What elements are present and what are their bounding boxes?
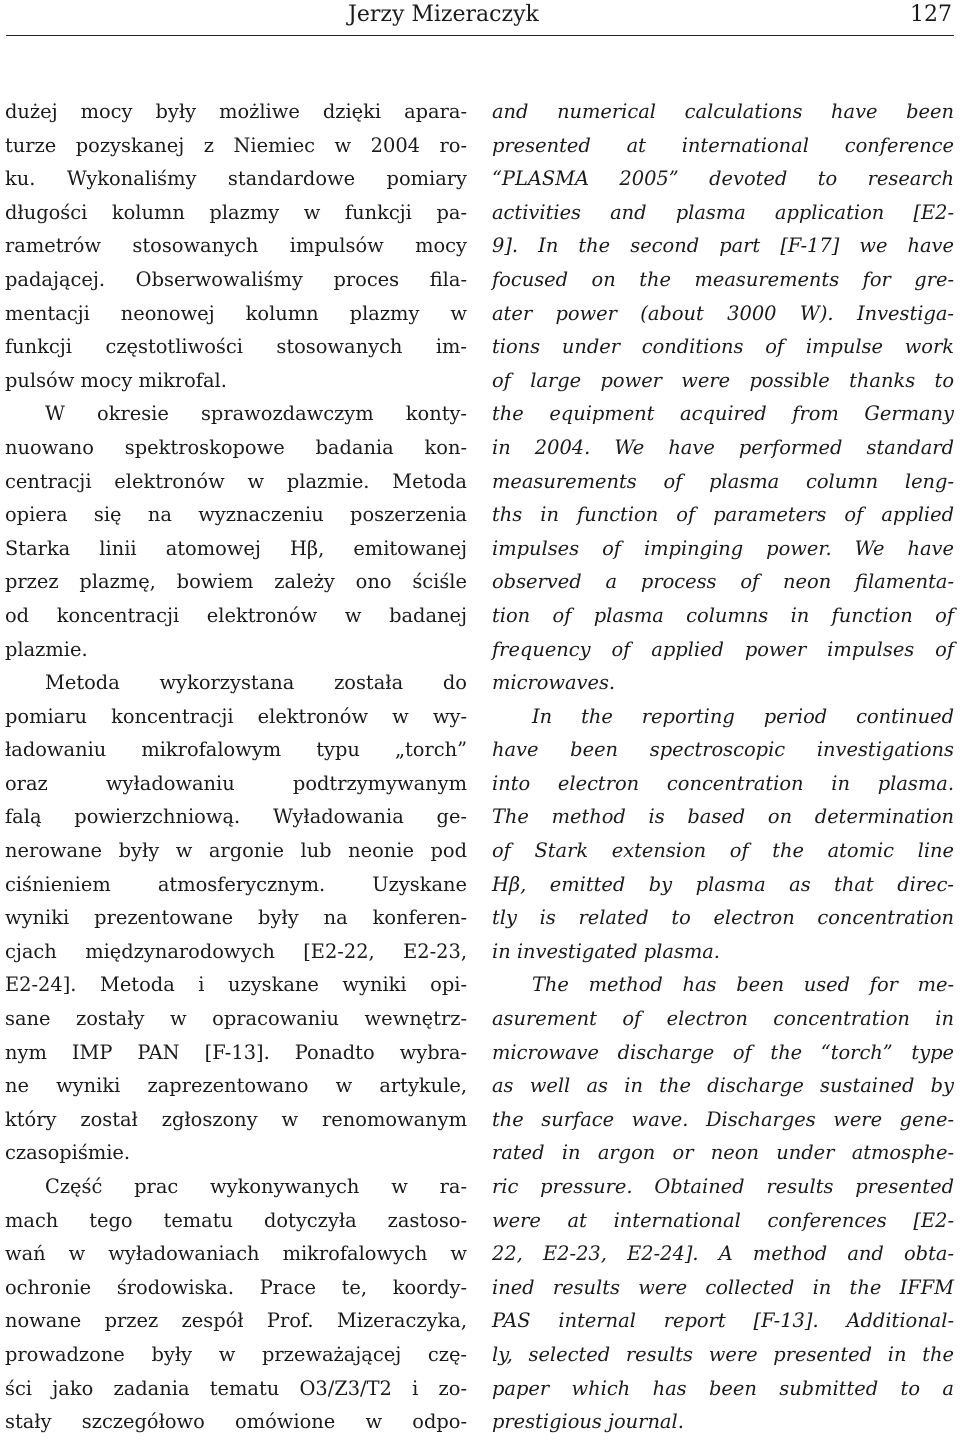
text-line: mentacji neonowej kolumn plazmy w [5,301,467,325]
text-line: microwave discharge of the “torch” type [492,1040,954,1064]
text-line: mach tego tematu dotyczyła zastoso- [5,1208,467,1232]
text-line: ochronie środowiska. Prace te, koordy- [5,1275,467,1299]
text-line: tion of plasma columns in function of [492,603,954,627]
text-line: stały szczegółowo omówione w odpo- [5,1410,467,1434]
text-line: of Stark extension of the atomic line [492,839,954,863]
text-line: centracji elektronów w plazmie. Metoda [5,469,467,493]
text-line: czasopiśmie. [5,1141,131,1165]
text-line: activities and plasma application [E2- [492,200,954,224]
text-line: wań w wyładowaniach mikrofalowych w [5,1242,467,1266]
page-number: 127 [910,2,952,27]
right-column-english [492,95,954,1439]
text-line: in 2004. We have performed standard [492,435,954,459]
text-line: presented at international conference [492,133,954,157]
text-line: prowadzone były w przeważającej czę- [5,1342,467,1366]
text-line: 22, E2-23, E2-24]. A method and obta- [492,1242,954,1266]
text-line: ric pressure. Obtained results presented [492,1175,954,1198]
text-line: of large power were possible thanks to [492,368,954,392]
text-line: observed a process of neon filamenta- [492,570,954,594]
text-line: Starka linii atomowej Hβ, emitowanej [5,536,467,560]
text-line: frequency of applied power impulses of [492,637,954,661]
text-line: dużej mocy były możliwe dzięki apara- [5,100,467,123]
text-line: Hβ, emitted by plasma as that direc- [492,872,954,896]
text-line: od koncentracji elektronów w badanej [5,603,467,627]
running-head-author: Jerzy Mizeraczyk [348,2,539,27]
text-line: as well as in the discharge sustained by [492,1074,954,1098]
text-line: into electron concentration in plasma. [492,771,954,795]
text-line: pomiaru koncentracji elektronów w wy- [5,704,467,728]
text-line: The method has been used for me- [532,973,954,997]
text-line: the surface wave. Discharges were gene- [492,1107,954,1131]
text-line: nym IMP PAN [F-13]. Ponadto wybra- [5,1040,467,1064]
left-column-polish [5,95,467,1439]
text-line: focused on the measurements for gre- [492,267,954,291]
text-line: ładowaniu mikrofalowym typu „torch” [5,738,467,762]
text-line: ater power (about 3000 W). Investiga- [492,301,954,325]
text-line: funkcji częstotliwości stosowanych im- [5,335,467,359]
text-line: ne wyniki zaprezentowano w artykule, [5,1074,467,1098]
text-line: PAS internal report [F-13]. Additional- [492,1309,954,1333]
text-line: ciśnieniem atmosferycznym. Uzyskane [5,872,467,896]
text-line: The method is based on determination [492,805,954,829]
text-line: długości kolumn plazmy w funkcji pa- [5,200,467,224]
text-line: 9]. In the second part [F-17] we have [492,234,954,258]
text-line: E2-24]. Metoda i uzyskane wyniki opi- [5,973,467,997]
text-line: oraz wyładowaniu podtrzymywanym [5,771,467,795]
running-header [0,0,960,36]
header-rule [6,35,954,36]
text-line: tions under conditions of impulse work [492,335,954,359]
text-line: “PLASMA 2005” devoted to research [492,167,954,191]
text-line: Metoda wykorzystana została do [45,671,467,695]
text-line: and numerical calculations have been [492,100,954,123]
text-line: turze pozyskanej z Niemiec w 2004 ro- [5,133,467,157]
text-line: sane zostały w opracowaniu wewnętrz- [5,1007,467,1031]
text-line: impulses of impinging power. We have [492,536,954,560]
text-line: cjach międzynarodowych [E2-22, E2-23, [5,939,467,963]
text-line: nuowano spektroskopowe badania kon- [5,435,467,459]
text-line: przez plazmę, bowiem zależy ono ściśle [5,570,467,594]
text-line: opiera się na wyznaczeniu poszerzenia [5,503,467,527]
text-line: który został zgłoszony w renomowanym [5,1107,467,1131]
text-line: have been spectroscopic investigations [492,738,954,762]
text-line: were at international conferences [E2- [492,1208,954,1232]
text-line: paper which has been submitted to a [492,1376,954,1400]
text-line: pulsów mocy mikrofal. [5,368,227,392]
text-line: In the reporting period continued [532,704,954,728]
text-line: in investigated plasma. [492,939,720,963]
text-line: microwaves. [492,671,616,695]
text-line: wyniki prezentowane były na konferen- [5,906,467,930]
text-line: tly is related to electron concentration [492,906,954,930]
text-line: ly, selected results were presented in the [492,1342,954,1366]
text-line: prestigious journal. [492,1410,684,1434]
text-line: ku. Wykonaliśmy standardowe pomiary [5,167,467,191]
text-line: ści jako zadania tematu O3/Z3/T2 i zo- [5,1376,467,1400]
text-line: W okresie sprawozdawczym konty- [45,402,467,426]
text-line: falą powierzchniową. Wyładowania ge- [5,805,467,829]
text-line: nowane przez zespół Prof. Mizeraczyka, [5,1309,467,1333]
text-line: rated in argon or neon under atmosphe- [492,1141,954,1165]
text-line: ths in function of parameters of applied [492,503,954,527]
text-line: rametrów stosowanych impulsów mocy [5,234,467,258]
text-line: measurements of plasma column leng- [492,469,954,493]
text-line: asurement of electron concentration in [492,1007,954,1031]
text-line: padającej. Obserwowaliśmy proces fila- [5,267,467,291]
text-line: the equipment acquired from Germany [492,402,954,426]
text-line: nerowane były w argonie lub neonie pod [5,839,467,863]
text-line: plazmie. [5,637,88,661]
text-line: Część prac wykonywanych w ra- [45,1175,467,1198]
text-line: ined results were collected in the IFFM [492,1275,954,1299]
